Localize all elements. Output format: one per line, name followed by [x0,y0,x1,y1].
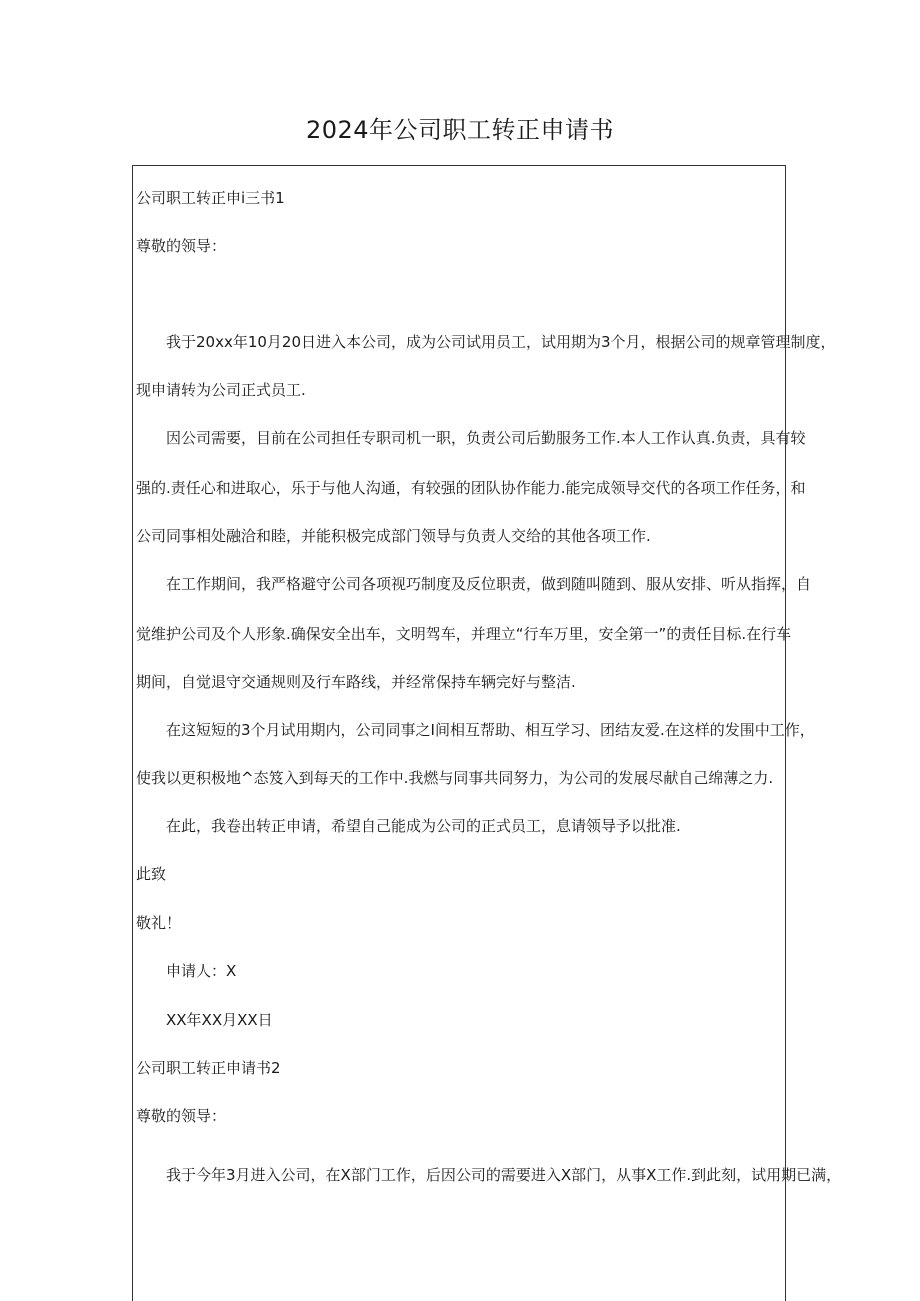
letter1-heading: 公司职工转正申i三书1 [136,189,285,207]
letter1-paragraph2-line3: 公司同事相处融洽和睦，并能积极完成部门领导与负责人交给的其他各项工作. [136,527,651,545]
letter1-paragraph2-line1: 因公司需要，目前在公司担任专职司机一职，负责公司后勤服务工作.本人工作认真.负责，具有较 [166,429,806,447]
letter1-paragraph1-line1: 我于20xx年10月20日进入本公司，成为公司试用员工，试用期为3个月，根据公司的规章管理制度， [166,333,836,351]
letter1-paragraph2-line2: 强的.责任心和进取心，乐于与他人沟通，有较强的团队协作能力.能完成领导交代的各项工作任务，和 [136,479,806,497]
letter1-salutation: 尊敬的领导： [136,237,227,255]
letter1-date: XX年XX月XX日 [166,1011,273,1029]
letter1-paragraph5-line1: 在此，我卷出转正申请，希望自己能成为公司的正式员工，息请领导予以批准. [166,817,681,835]
letter1-closing-line1: 此致 [136,865,167,883]
letter2-salutation: 尊敬的领导： [136,1107,227,1125]
letter2-heading: 公司职工转正申请书2 [136,1059,281,1077]
letter1-paragraph3-line3: 期间，自觉退守交通规则及行车路线，并经常保持车辆完好与整洁. [136,673,576,691]
letter1-paragraph3-line2: 觉维护公司及个人形象.确保安全出车，文明驾车，并理立“行车万里，安全第一”的责任目标.在行车 [136,625,792,643]
letter2-paragraph1-line1: 我于今年3月进入公司，在X部门工作，后因公司的需要进入X部门，从事X工作.到此刻，试用期已满， [166,1166,842,1184]
letter1-paragraph4-line2: 使我以更积极地^态笈入到每天的工作中.我燃与同事共同努力，为公司的发展尽献自己绵薄之力. [136,769,774,787]
letter1-closing-line2: 敬礼！ [136,914,182,932]
page-title: 2024年公司职工转正申请书 [305,116,615,144]
letter1-applicant: 申请人：X [166,962,237,980]
letter1-paragraph4-line1: 在这短短的3个月试用期内，公司同事之I间相互帮助、相互学习、团结友爱.在这样的发围中工作， [166,721,815,739]
letter1-paragraph3-line1: 在工作期间，我严格避守公司各项视巧制度及反位职责，做到随叫随到、服从安排、听从指挥，自 [166,575,812,593]
letter1-paragraph1-line2: 现申请转为公司正式员工. [136,381,306,399]
